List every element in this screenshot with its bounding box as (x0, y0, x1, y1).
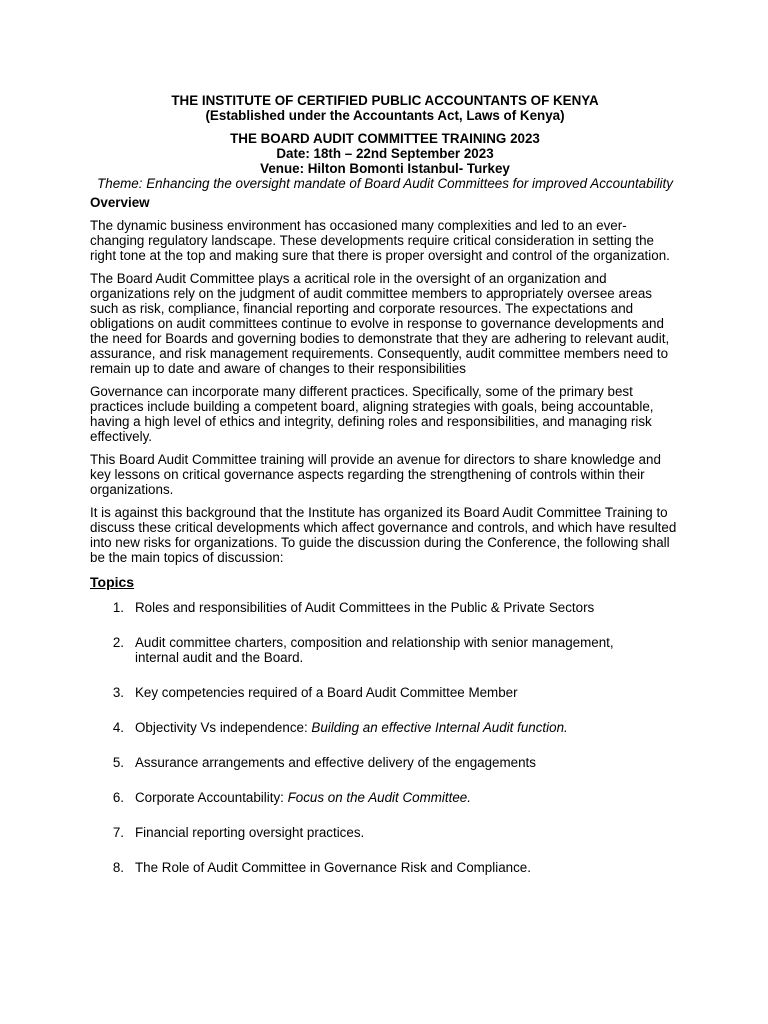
topic-text-italic: Building an effective Internal Audit function. (311, 720, 568, 735)
established-note: (Established under the Accountants Act, Laws of Kenya) (205, 108, 565, 123)
topic-text (135, 685, 680, 700)
overview-paragraph-4: This Board Audit Committee training will provide an avenue for directors to share knowledge and key lessons on critical governance aspects regarding the strengthening of controls within their organizations. (90, 452, 661, 497)
topic-text (135, 635, 680, 665)
topic-text-main: Objectivity Vs independence: (135, 720, 312, 735)
topic-number: 2. (112, 635, 124, 650)
topic-item (90, 860, 680, 875)
topic-number: 6. (112, 790, 124, 805)
document-page (90, 93, 680, 895)
topic-item (90, 635, 680, 665)
overview-paragraph-5: It is against this background that the Institute has organized its Board Audit Committee Training to discuss these critical developments which affect governance and controls, and which have resulted into new risks for organizations. To guide the discussion during the Conference, the following shall be the main topics of discussion: (90, 505, 677, 565)
topics-heading: Topics (90, 574, 135, 590)
event-venue: Venue: Hilton Bomonti Istanbul- Turkey (260, 161, 510, 176)
topic-item (90, 790, 680, 805)
topic-text (135, 755, 680, 770)
event-theme: Theme: Enhancing the oversight mandate of Board Audit Committees for improved Accountability (97, 176, 673, 191)
topic-text-main: Financial reporting oversight practices. (135, 825, 365, 840)
overview-paragraph-3: Governance can incorporate many different practices. Specifically, some of the primary best practices include building a competent board, aligning strategies with goals, being accountable, having a high level of ethics and integrity, defining roles and responsibilities, and managing risk effectively. (90, 384, 654, 444)
topic-number: 8. (112, 860, 124, 875)
overview-paragraph-1: The dynamic business environment has occasioned many complexities and led to an ever-changing regulatory landscape. These developments require critical consideration in setting the right tone at the top and making sure that there is proper oversight and control of the organization. (90, 218, 670, 263)
topic-text-main: The Role of Audit Committee in Governance Risk and Compliance. (135, 860, 531, 875)
topic-text (135, 720, 680, 735)
topic-text (135, 790, 680, 805)
topic-item (90, 685, 680, 700)
topic-text-italic: Focus on the Audit Committee. (287, 790, 471, 805)
overview-paragraph-2: The Board Audit Committee plays a acritical role in the oversight of an organization and organizations rely on the judgment of audit committee members to appropriately oversee areas such as risk, compliance, financial reporting and corporate resources. The expectations and obligations on audit committees continue to evolve in response to governance developments and the need for Boards and governing bodies to demonstrate that they are adhering to relevant audit, assurance, and risk management requirements. Consequently, audit committee members need to remain up to date and aware of changes to their responsibilities (90, 271, 670, 376)
topic-text-main: Roles and responsibilities of Audit Committees in the Public & Private Sectors (135, 600, 595, 615)
topic-text-main: Assurance arrangements and effective delivery of the engagements (135, 755, 536, 770)
overview-heading: Overview (90, 195, 150, 210)
topic-number: 4. (112, 720, 124, 735)
topic-item (90, 600, 680, 615)
topic-item (90, 755, 680, 770)
topic-text-main: Corporate Accountability: (135, 790, 288, 805)
topic-text (135, 825, 680, 840)
topic-text-main: Key competencies required of a Board Audit Committee Member (135, 685, 518, 700)
topic-text-main: Audit committee charters, composition and relationship with senior management, internal audit and the Board. (135, 635, 614, 665)
topic-text (135, 860, 680, 875)
topic-number: 1. (112, 600, 124, 615)
event-date: Date: 18th – 22nd September 2023 (276, 146, 494, 161)
topic-number: 5. (112, 755, 124, 770)
topic-text (135, 600, 680, 615)
topic-number: 7. (112, 825, 124, 840)
topic-item (90, 720, 680, 735)
topic-number: 3. (112, 685, 124, 700)
topic-item (90, 825, 680, 840)
document-header (90, 93, 680, 191)
event-title: THE BOARD AUDIT COMMITTEE TRAINING 2023 (230, 131, 540, 146)
topics-list (90, 600, 680, 875)
institute-name: THE INSTITUTE OF CERTIFIED PUBLIC ACCOUNTANTS OF KENYA (171, 93, 599, 108)
